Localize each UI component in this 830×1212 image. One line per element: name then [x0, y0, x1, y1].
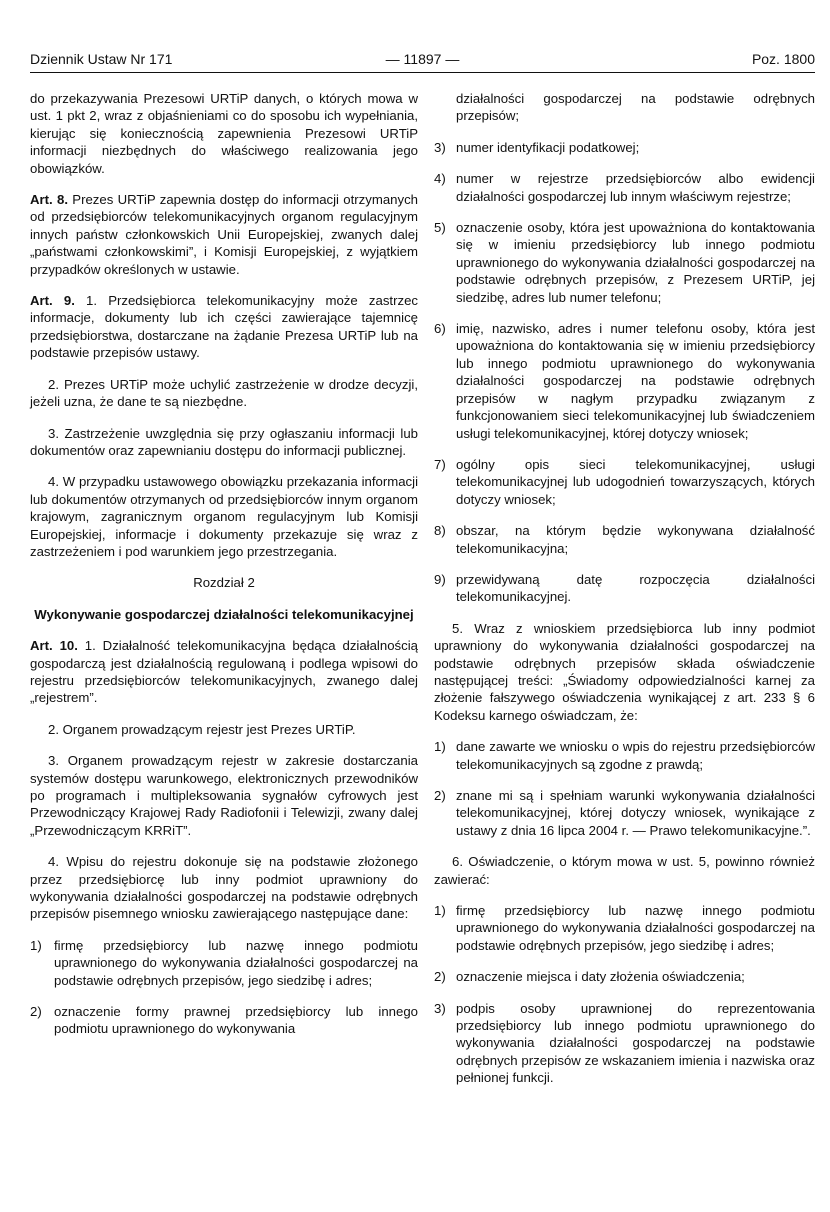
- list-text: dane zawarte we wniosku o wpis do rejestru przedsiębiorców telekomunikacyjnych są zgodne z prawdą;: [456, 739, 815, 772]
- list-number: 4): [434, 171, 446, 187]
- page-header: [30, 44, 815, 74]
- list-item-continued: [434, 90, 815, 125]
- paragraph: 3. Zastrzeżenie uwzględnia się przy ogłaszaniu informacji lub dokumentów oraz zapewnianiu dostępu do informacji publicznej.: [30, 425, 418, 458]
- article-text: Prezes URTiP zapewnia dostęp do informacji otrzymanych od przedsiębiorców telekomunikacyjnych organom regulacyjnym innych państw członkowskich Unii Europejskiej, zwanych dalej „państwami członkowskimi”, i Komisji Europejskiej, z wyjątkiem przypadków określonych w ustawie.: [30, 192, 419, 277]
- list-text: numer identyfikacji podatkowej;: [456, 139, 640, 155]
- list-item: [434, 738, 815, 773]
- list-number: 3): [434, 139, 446, 155]
- list-text: oznaczenie miejsca i daty złożenia oświadczenia;: [456, 969, 745, 985]
- list-number: 2): [30, 1004, 42, 1020]
- list-item: [434, 522, 815, 557]
- journal-title: Dziennik Ustaw Nr 171: [30, 51, 173, 67]
- position-number: Poz. 1800: [751, 51, 815, 67]
- list-text: znane mi są i spełniam warunki wykonywania działalności telekomunikacyjnej, której dotyczy wniosek, wynikające z ustawy z dnia 16 lipca 2004 r. — Prawo telekomunikacyjne.”.: [456, 788, 815, 838]
- list-text: numer w rejestrze przedsiębiorców albo ewidencji działalności gospodarczej lub innym właściwym rejestrze;: [456, 171, 815, 204]
- list-text: oznaczenie formy prawnej przedsiębiorcy lub innego podmiotu uprawnionego do wykonywania: [54, 1004, 418, 1037]
- list-item: [434, 571, 815, 606]
- list-text: oznaczenie osoby, która jest upoważniona do kontaktowania się w imieniu przedsiębiorcy lub innego podmiotu uprawnionego do wykonywania działalności gospodarczej na podstawie odrębnych przepisów, z Prezesem URTiP, jej siedzibę, adres lub numer telefonu;: [456, 220, 815, 305]
- article-text: 1. Działalność telekomunikacyjna będąca działalnością gospodarczą jest działalnością regulowaną i podlega wpisowi do rejestru przedsiębiorców telekomunikacyjnych, zwanego dalej „rejestrem”.: [30, 638, 418, 706]
- paragraph: 6. Oświadczenie, o którym mowa w ust. 5, powinno również zawierać:: [434, 854, 815, 887]
- list-item: [434, 456, 815, 508]
- list-number: 5): [434, 220, 446, 236]
- list-number: 1): [434, 903, 446, 919]
- paragraph: 5. Wraz z wnioskiem przedsiębiorca lub inny podmiot uprawniony do wykonywania działalności gospodarczej na podstawie odrębnych przepisów składa oświadczenie następującej treści: „Świadomy odpowiedzialności karnej za złożenie fałszywego oświadczenia wynikającej z art. 233 § 6 Kodeksu karnego oświadczam, że:: [434, 620, 815, 723]
- article-label: Art. 8.: [30, 192, 68, 208]
- paragraph: do przekazywania Prezesowi URTiP danych, o których mowa w ust. 1 pkt 2, wraz z objaśnieniami co do sposobu ich wypełniania, kierując się koniecznością zapewnienia Prezesowi URTiP informacji niezbędnych do właściwego realizowania jego obowiązków.: [30, 91, 418, 176]
- paragraph: 3. Organem prowadzącym rejestr w zakresie dostarczania systemów dostępu warunkowego, elektronicznych przewodników po programach i multipleksowania sygnałów cyfrowych jest Przewodniczący Krajowej Rady Radiofonii i Telewizji, zwany dalej „Przewodniczącym KRRiT”.: [30, 753, 418, 838]
- chapter-title: Wykonywanie gospodarczej działalności telekomunikacyjnej: [34, 606, 414, 622]
- article-text: 1. Przedsiębiorca telekomunikacyjny może zastrzec informacje, dokumenty lub ich części zawierające tajemnicę przedsiębiorstwa, dostarczane na żądanie Prezesa URTiP lub na podstawie przepisów ustawy.: [30, 293, 418, 361]
- list-text: działalności gospodarczej na podstawie odrębnych przepisów;: [456, 91, 815, 124]
- header-rule: [30, 72, 815, 73]
- list-text: firmę przedsiębiorcy lub nazwę innego podmiotu uprawnionego do wykonywania działalności gospodarczej na podstawie odrębnych przepisów, jego siedzibę i adres;: [54, 937, 418, 988]
- list-number: 3): [434, 1000, 446, 1016]
- list-item: [434, 968, 815, 985]
- list-text: podpis osoby uprawnionej do reprezentowania przedsiębiorcy lub innego podmiotu uprawnionego do wykonywania działalności gospodarczej na podstawie odrębnych przepisów ze wskazaniem imienia i nazwiska oraz pełnionej funkcji.: [456, 1000, 815, 1086]
- paragraph: 4. Wpisu do rejestru dokonuje się na podstawie złożonego przez przedsiębiorcę lub inny podmiot uprawniony do wykonywania działalności gospodarczej na podstawie odrębnych przepisów pisemnego wniosku zawierającego następujące dane:: [30, 854, 418, 922]
- list-text: obszar, na którym będzie wykonywana działalność telekomunikacyjna;: [456, 523, 815, 556]
- list-text: imię, nazwisko, adres i numer telefonu osoby, która jest upoważniona do kontaktowania się w imieniu przedsiębiorcy lub innego podmiotu uprawnionego do wykonywania działalności gospodarczej na podstawie odrębnych przepisów w nagłym przypadku związanym z funkcjonowaniem sieci telekomunikacyjnej lub świadczeniem usługi telekomunikacyjnej, której dotyczy wniosek;: [456, 321, 815, 441]
- list-number: 1): [434, 739, 446, 755]
- article-label: Art. 10.: [30, 638, 78, 654]
- list-item: [434, 320, 815, 442]
- article-9: [30, 292, 418, 362]
- chapter-number: Rozdział 2: [193, 575, 255, 591]
- article-8: [30, 191, 418, 278]
- list-text: ogólny opis sieci telekomunikacyjnej, usługi telekomunikacyjnej lub udogodnień towarzyszących, których dotyczy wniosek;: [456, 456, 815, 507]
- list-item: [434, 139, 815, 156]
- list-number: 2): [434, 969, 446, 985]
- list-item: [434, 1000, 815, 1087]
- list-number: 7): [434, 456, 446, 472]
- list-item: [434, 787, 815, 839]
- list-item: [30, 937, 418, 989]
- article-label: Art. 9.: [30, 293, 75, 309]
- list-number: 2): [434, 788, 446, 803]
- list-item: [30, 1003, 418, 1038]
- list-text: firmę przedsiębiorcy lub nazwę innego podmiotu uprawnionego do wykonywania działalności gospodarczej na podstawie odrębnych przepisów, jego siedzibę i adres;: [456, 903, 815, 953]
- list-item: [434, 170, 815, 205]
- paragraph: 2. Prezes URTiP może uchylić zastrzeżenie w drodze decyzji, jeżeli uzna, że dane te są niezbędne.: [30, 376, 418, 410]
- page-number: — 11897 —: [385, 51, 460, 67]
- list-item: [434, 902, 815, 954]
- list-text: przewidywaną datę rozpoczęcia działalności telekomunikacyjnej.: [456, 571, 815, 605]
- list-number: 9): [434, 571, 446, 587]
- left-column: [30, 90, 418, 1052]
- paragraph: 4. W przypadku ustawowego obowiązku przekazania informacji lub dokumentów otrzymanych od przedsiębiorców innym organom krajowym, zagranicznym organom regulacyjnym lub Komisji Europejskiej, informacje i dokumenty przekazuje się wraz z zastrzeżeniem i pod warunkiem jego przestrzegania.: [30, 474, 418, 559]
- right-column: [434, 90, 815, 1101]
- paragraph: 2. Organem prowadzącym rejestr jest Prezes URTiP.: [48, 721, 356, 737]
- article-10: [30, 637, 418, 707]
- list-item: [434, 219, 815, 306]
- list-number: 1): [30, 937, 42, 953]
- list-number: 6): [434, 321, 446, 337]
- list-number: 8): [434, 523, 446, 539]
